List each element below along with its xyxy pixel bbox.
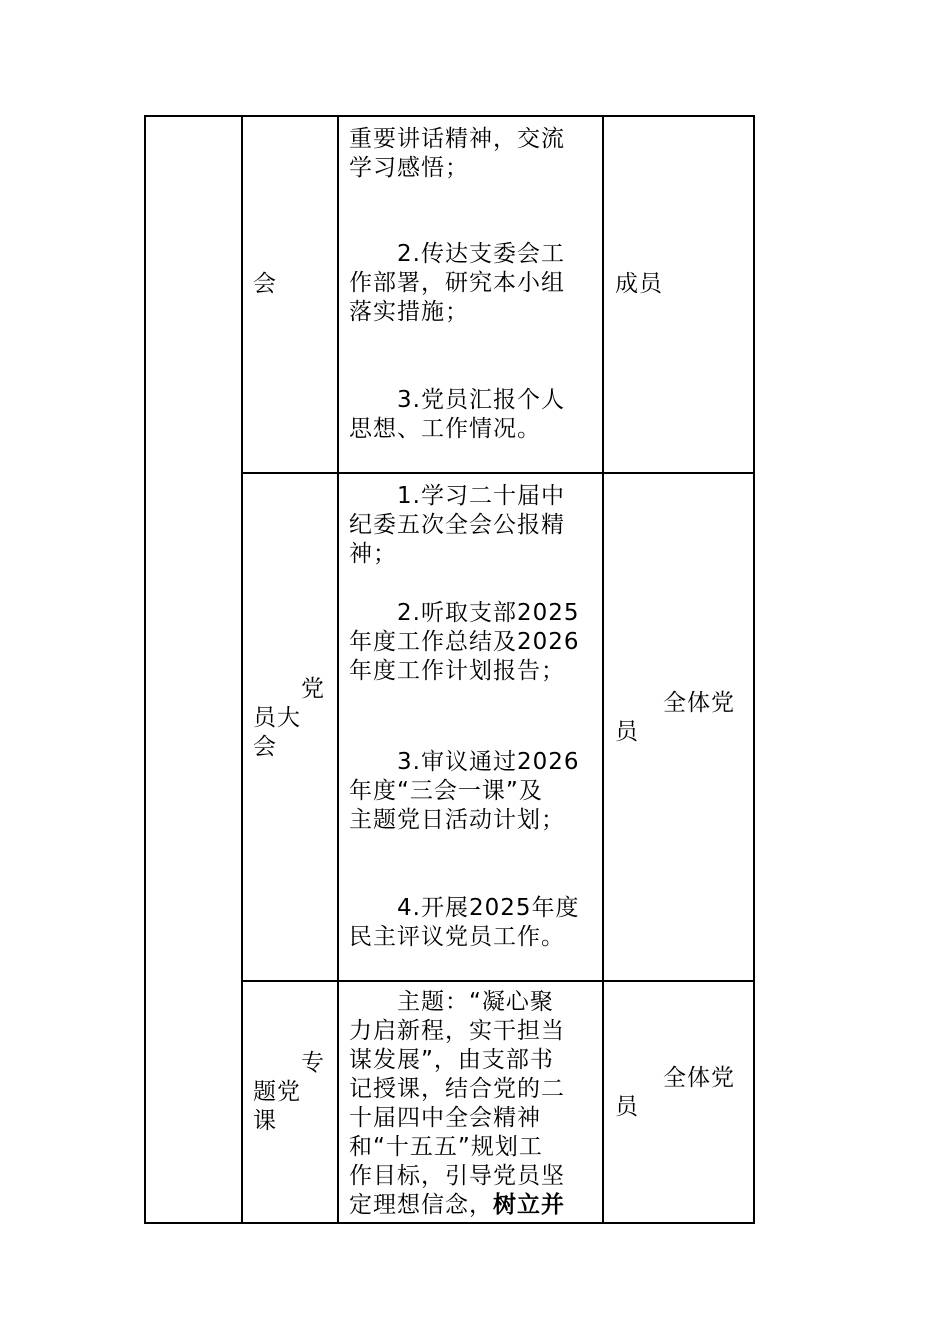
participants-line: 成员 <box>615 271 663 297</box>
content-line: 年度工作计划报告； <box>349 658 565 684</box>
participants-line: 全体党 <box>663 1065 735 1091</box>
meeting-type-line: 课 <box>253 1108 277 1134</box>
meeting-type-line: 党 <box>301 676 325 702</box>
content-line: 重要讲话精神，交流 <box>349 126 565 152</box>
content-line: 作部署，研究本小组 <box>349 270 565 296</box>
meeting-type-line: 员大 <box>253 705 301 731</box>
content-block <box>349 240 565 327</box>
content-line: 3.审议通过2026 <box>397 749 580 775</box>
content-line: 年度工作总结及2026 <box>349 629 580 655</box>
table-border-right <box>753 115 755 1224</box>
participants-cell <box>615 270 663 299</box>
participants-cell <box>615 689 735 747</box>
content-line: 谋发展”，由支部书 <box>349 1047 554 1073</box>
participants-cell <box>615 1064 735 1122</box>
table-border-bottom <box>144 1222 755 1224</box>
content-line <box>349 1191 565 1220</box>
meeting-type-cell <box>253 675 325 762</box>
content-line: 十届四中全会精神 <box>349 1105 541 1131</box>
content-line: 作目标，引导党员坚 <box>349 1163 565 1189</box>
content-line: 3.党员汇报个人 <box>397 387 565 413</box>
meeting-type-line: 题党 <box>253 1079 301 1105</box>
content-line: 纪委五次全会公报精 <box>349 512 565 538</box>
meeting-type-line: 专 <box>301 1050 325 1076</box>
content-line: 主题党日活动计划； <box>349 807 565 833</box>
content-line: 力启新程，实干担当 <box>349 1018 565 1044</box>
meeting-type-line: 会 <box>253 734 277 760</box>
participants-line: 员 <box>615 1094 639 1120</box>
content-line: 学习感悟； <box>349 155 469 181</box>
content-block <box>349 599 580 686</box>
content-line-bold: 树立并 <box>493 1192 565 1218</box>
content-line: 主题：“凝心聚 <box>397 989 554 1015</box>
content-line: 2.传达支委会工 <box>397 241 565 267</box>
content-line: 思想、工作情况。 <box>349 416 541 442</box>
content-line-regular: 定理想信念， <box>349 1192 493 1218</box>
participants-line: 员 <box>615 719 639 745</box>
content-block <box>349 748 579 835</box>
content-block <box>349 988 565 1220</box>
meeting-type-cell <box>253 1049 325 1136</box>
table-divider-col1 <box>241 115 243 1224</box>
content-line: 记授课，结合党的二 <box>349 1076 565 1102</box>
meeting-type-line: 会 <box>253 271 277 297</box>
participants-line: 全体党 <box>663 690 735 716</box>
table-divider-col3 <box>602 115 604 1224</box>
content-line: 1.学习二十届中 <box>397 483 565 509</box>
content-line: 神； <box>349 541 397 567</box>
table-border-top <box>144 115 755 117</box>
content-line: 民主评议党员工作。 <box>349 924 565 950</box>
table-divider-col2 <box>337 115 339 1224</box>
content-line: 4.开展2025年度 <box>397 895 580 921</box>
content-line: 年度“三会一课”及 <box>349 778 543 804</box>
content-line: 2.听取支部2025 <box>397 600 580 626</box>
content-block <box>349 894 579 952</box>
row-divider-2 <box>241 980 755 982</box>
table-border-left <box>144 115 146 1224</box>
content-line: 落实措施； <box>349 299 469 325</box>
content-block <box>349 125 565 183</box>
meeting-type-cell <box>253 270 277 299</box>
content-block <box>349 482 565 569</box>
row-divider-1 <box>241 472 755 474</box>
content-line: 和“十五五”规划工 <box>349 1134 543 1160</box>
content-block <box>349 386 565 444</box>
